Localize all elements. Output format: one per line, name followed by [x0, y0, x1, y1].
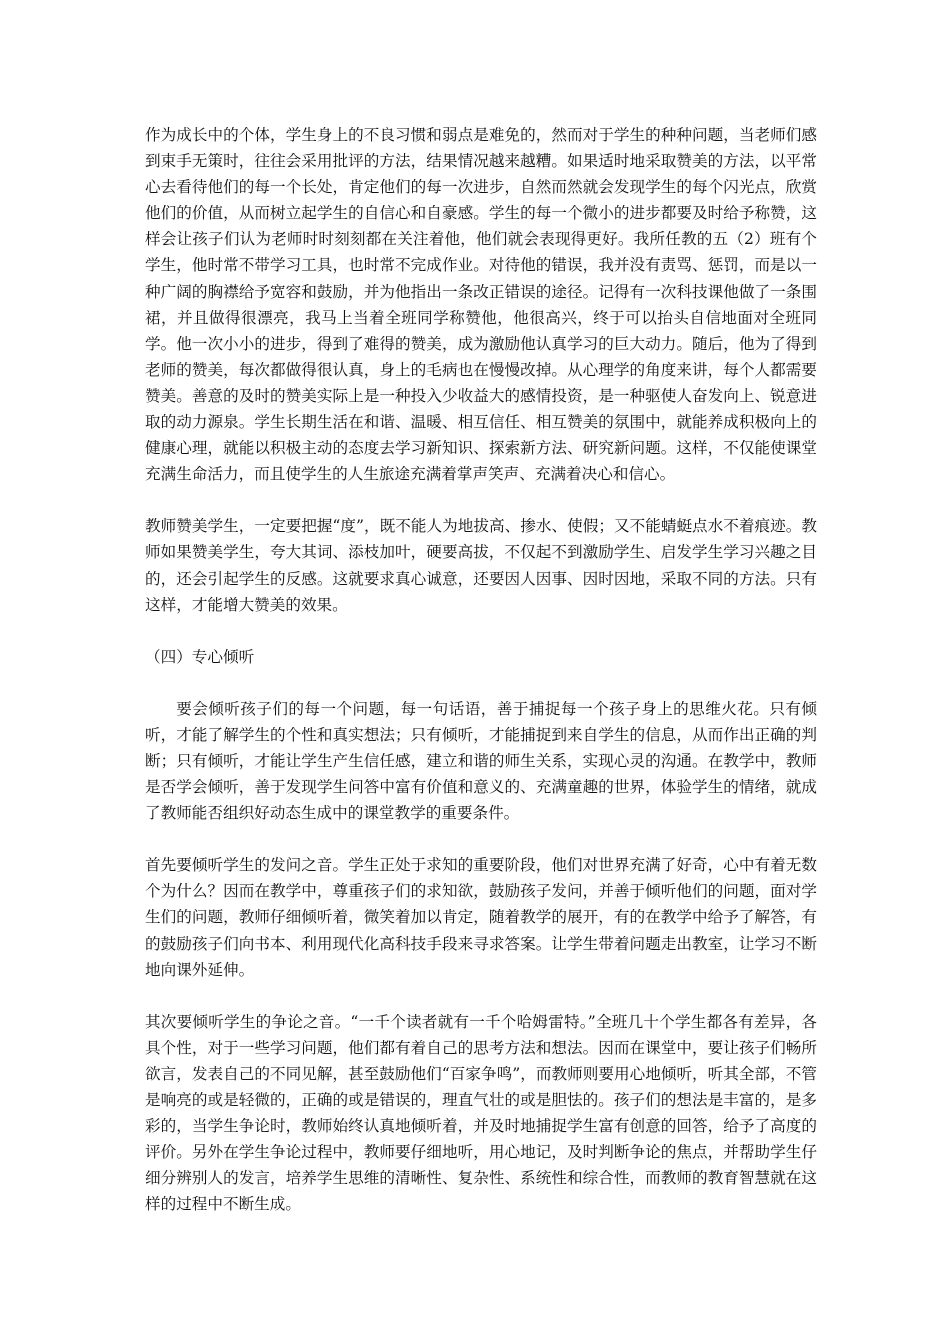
paragraph-praise-students: 作为成长中的个体，学生身上的不良习惯和弱点是难免的，然而对于学生的种种问题，当老师们感到束手无策时，往往会采用批评的方法，结果情况越来越糟。如果适时地采取赞美的方法，以平常心去看待他们的每一个长处，肯定他们的每一次进步，自然而然就会发现学生的每个闪光点，欣赏他们的价值，从而树立起学生的自信心和自豪感。学生的每一个微小的进步都要及时给予称赞，这样会让孩子们认为老师时时刻刻都在关注着他，他们就会表现得更好。我所任教的五（2）班有个学生，他时常不带学习工具，也时常不完成作业。对待他的错误，我并没有责骂、惩罚，而是以一种广阔的胸襟给予宽容和鼓励，并为他指出一条改正错误的途径。记得有一次科技课他做了一条围裙，并且做得很漂亮，我马上当着全班同学称赞他，他很高兴，终于可以抬头自信地面对全班同学。他一次小小的进步，得到了难得的赞美，成为激励他认真学习的巨大动力。随后，他为了得到老师的赞美，每次都做得很认真，身上的毛病也在慢慢改掉。从心理学的角度来讲，每个人都需要赞美。善意的及时的赞美实际上是一种投入少收益大的感情投资，是一种驱使人奋发向上、锐意进取的动力源泉。学生长期生活在和谐、温暖、相互信任、相互赞美的氛围中，就能养成积极向上的健康心理，就能以积极主动的态度去学习新知识、探索新方法、研究新问题。这样，不仅能使课堂充满生命活力，而且使学生的人生旅途充满着掌声笑声、充满着决心和信心。	[145, 126, 817, 484]
paragraph-listening-debate: 其次要倾听学生的争论之音。“一千个读者就有一千个哈姆雷特。”全班几十个学生都各有差异，各具个性，对于一些学习问题，他们都有着自己的思考方法和想法。因而在课堂中，要让孩子们畅所欲言，发表自己的不同见解，甚至鼓励他们“百家争鸣”，而教师则要用心地倾听，听其全部，不管是响亮的或是轻微的，正确的或是错误的，理直气壮的或是胆怯的。孩子们的想法是丰富的，是多彩的，当学生争论时，教师始终认真地倾听着，并及时地捕捉学生富有创意的回答，给予了高度的评价。另外在学生争论过程中，教师要仔细地听，用心地记，及时判断争论的焦点，并帮助学生仔细分辨别人的发言，培养学生思维的清晰性、复杂性、系统性和综合性，而教师的教育智慧就在这样的过程中不断生成。	[145, 1012, 817, 1214]
paragraph-listening-questions: 首先要倾听学生的发问之音。学生正处于求知的重要阶段，他们对世界充满了好奇，心中有着无数个为什么？因而在教学中，尊重孩子们的求知欲，鼓励孩子发问，并善于倾听他们的问题，面对学生们的问题，教师仔细倾听着，微笑着加以肯定，随着教学的展开，有的在教学中给予了解答，有的鼓励孩子们向书本、利用现代化高科技手段来寻求答案。让学生带着问题走出教室，让学习不断地向课外延伸。	[145, 856, 817, 979]
paragraph-praise-degree: 教师赞美学生，一定要把握“度”，既不能人为地拔高、掺水、使假；又不能蜻蜓点水不着痕迹。教师如果赞美学生，夸大其词、添枝加叶，硬要高拔，不仅起不到激励学生、启发学生学习兴趣之目的，还会引起学生的反感。这就要求真心诚意，还要因人因事、因时因地，采取不同的方法。只有这样，才能增大赞美的效果。	[145, 517, 817, 614]
document-page	[145, 122, 817, 1243]
section-heading-listening: （四）专心倾听	[145, 647, 255, 666]
paragraph-listening-intro: 要会倾听孩子们的每一个问题，每一句话语，善于捕捉每一个孩子身上的思维火花。只有倾听，才能了解学生的个性和真实想法；只有倾听，才能捕捉到来自学生的信息，从而作出正确的判断；只有倾听，才能让学生产生信任感，建立和谐的师生关系，实现心灵的沟通。在教学中，教师是否学会倾听，善于发现学生问答中富有价值和意义的、充满童趣的世界，体验学生的情绪，就成了教师能否组织好动态生成中的课堂教学的重要条件。	[145, 699, 817, 823]
